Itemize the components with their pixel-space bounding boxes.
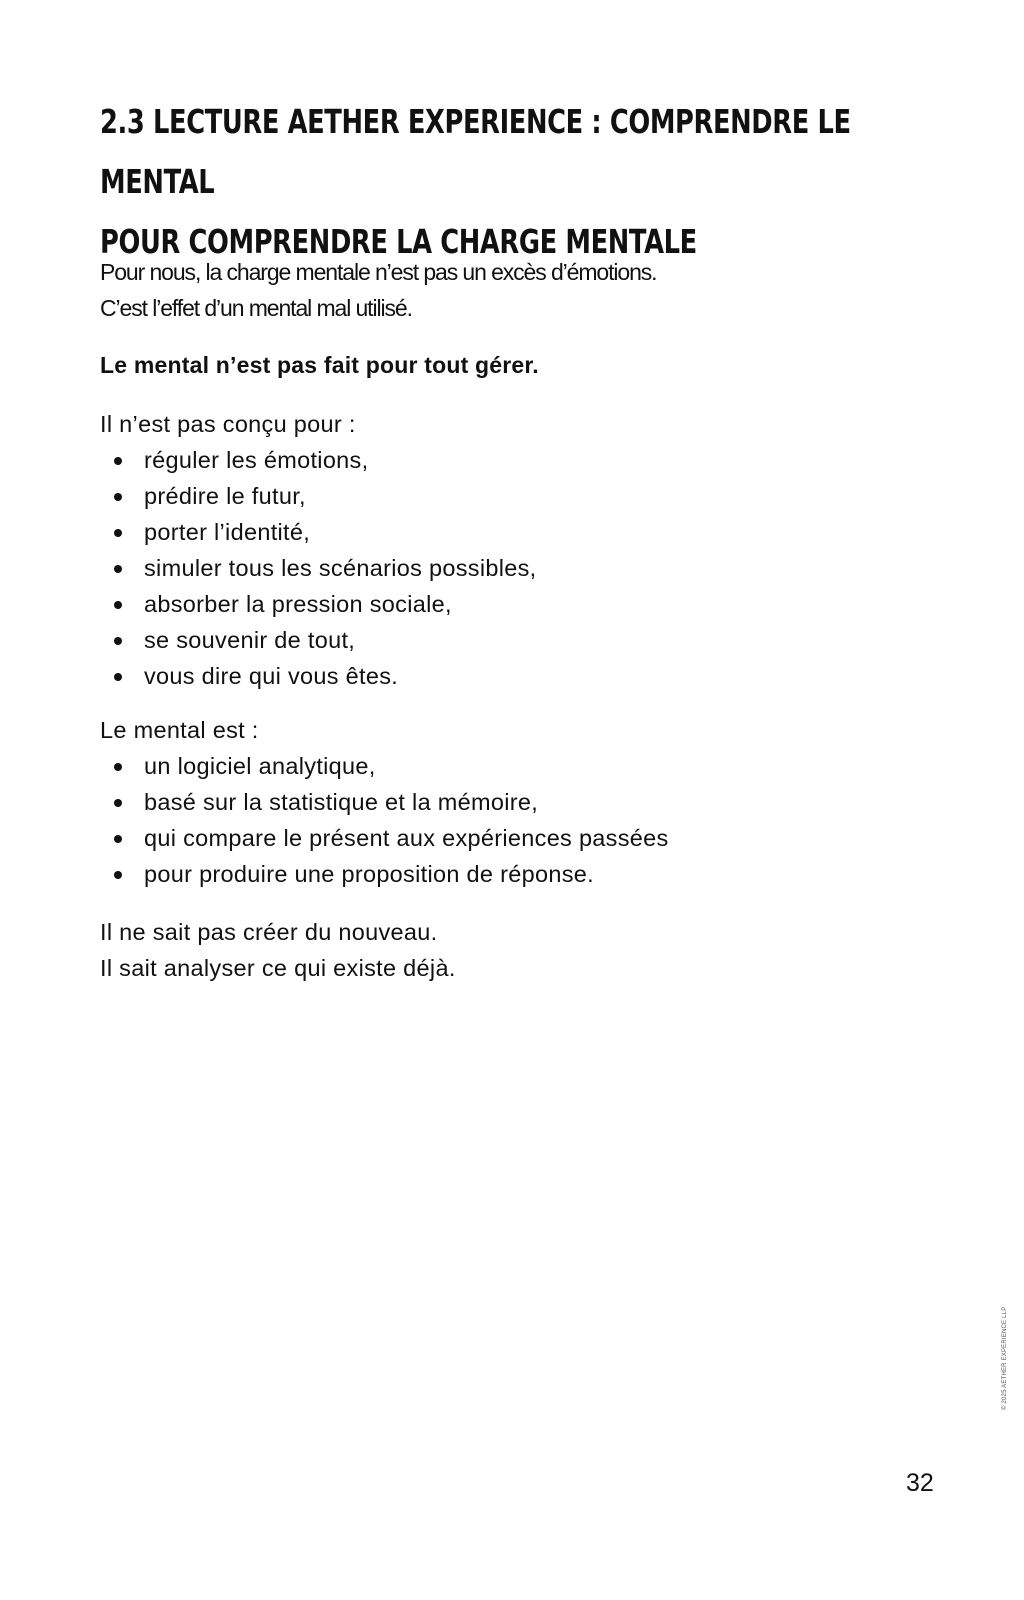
list-item-text: prédire le futur, (144, 483, 306, 509)
list-item-text: pour produire une proposition de réponse. (144, 861, 594, 887)
page-number: 32 (906, 1469, 934, 1497)
bullet-icon (114, 601, 122, 609)
bullet-icon (114, 565, 122, 573)
list-item (100, 514, 536, 550)
intro-line-2: C’est l’effet d’un mental mal utilisé. (100, 295, 412, 321)
list-item (100, 784, 669, 820)
not-designed-for-list (100, 442, 536, 694)
key-statement: Le mental n’est pas fait pour tout gérer. (100, 352, 539, 378)
bullet-icon (114, 763, 122, 771)
bullet-icon (114, 493, 122, 501)
bullet-icon (114, 673, 122, 681)
closing-paragraph (100, 914, 456, 986)
list-item (100, 748, 669, 784)
list-item (100, 478, 536, 514)
list-item-text: porter l’identité, (144, 519, 311, 545)
closing-line-2: Il sait analyser ce qui existe déjà. (100, 955, 456, 981)
list-item-text: basé sur la statistique et la mémoire, (144, 789, 539, 815)
list-item (100, 622, 536, 658)
list-item (100, 658, 536, 694)
section-heading-line-1: 2.3 LECTURE AETHER EXPERIENCE : COMPRENDRE LE MENTAL (100, 102, 851, 201)
list-item (100, 442, 536, 478)
list-item-text: qui compare le présent aux expériences passées (144, 825, 669, 851)
not-designed-for-section (100, 406, 536, 694)
copyright-notice: © 2025 AETHER EXPERIENCE LLP (1002, 1306, 1008, 1410)
bullet-icon (114, 529, 122, 537)
bullet-icon (114, 871, 122, 879)
section-heading (100, 92, 927, 272)
section-heading-line-2: POUR COMPRENDRE LA CHARGE MENTALE (100, 222, 697, 261)
list-item-text: réguler les émotions, (144, 447, 369, 473)
list-item-text: absorber la pression sociale, (144, 591, 452, 617)
list-item-text: un logiciel analytique, (144, 753, 376, 779)
bullet-icon (114, 799, 122, 807)
intro-line-1: Pour nous, la charge mentale n’est pas un excès d’émotions. (100, 259, 657, 285)
list-item (100, 550, 536, 586)
list-item-text: se souvenir de tout, (144, 627, 356, 653)
list-item (100, 586, 536, 622)
list-item (100, 856, 669, 892)
list-item-text: vous dire qui vous êtes. (144, 663, 399, 689)
mental-is-lead: Le mental est : (100, 717, 259, 743)
bullet-icon (114, 835, 122, 843)
mental-is-list (100, 748, 669, 892)
bullet-icon (114, 457, 122, 465)
closing-line-1: Il ne sait pas créer du nouveau. (100, 919, 438, 945)
list-item (100, 820, 669, 856)
intro-paragraph (100, 254, 900, 326)
mental-is-section (100, 712, 669, 892)
bullet-icon (114, 637, 122, 645)
list-item-text: simuler tous les scénarios possibles, (144, 555, 537, 581)
not-designed-for-lead: Il n’est pas conçu pour : (100, 411, 356, 437)
